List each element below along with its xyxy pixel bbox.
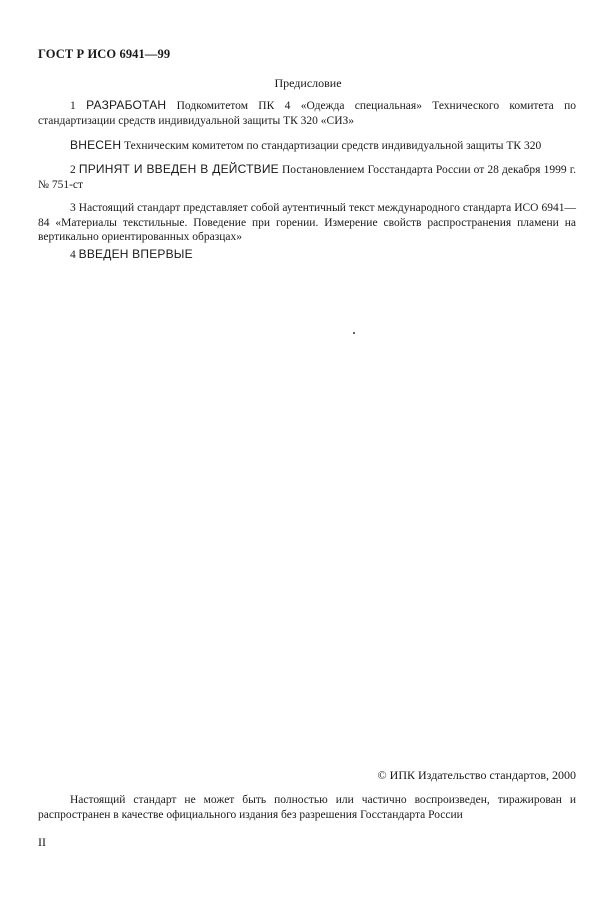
standard-code: ГОСТ Р ИСО 6941—99 xyxy=(38,47,171,61)
item-number: 1 xyxy=(70,100,87,112)
item-caps: РАЗРАБОТАН xyxy=(86,98,167,112)
foreword-item-1 xyxy=(38,98,576,128)
copyright-line: © ИПК Издательство стандартов, 2000 xyxy=(377,768,576,782)
item-text: Постановлением Госстандарта России от 28 декабря 1999 г. № 751-ст xyxy=(38,164,577,191)
item-caps: ВНЕСЕН xyxy=(70,138,122,152)
foreword-item-3 xyxy=(38,200,576,245)
item-text: Настоящий стандарт представляет собой аутентичный текст международного стандарта ИСО 6941—84 «Материалы текстильные. Поведение при горении. Измерение свойств распространения пламени на вертикально ориентированных образцах» xyxy=(38,202,576,243)
item-text: Техническим комитетом по стандартизации средств индивидуальной защиты ТК 320 xyxy=(121,140,542,152)
item-number: 3 xyxy=(70,202,79,214)
foreword-item-2 xyxy=(38,162,576,192)
item-number: 2 xyxy=(70,164,79,176)
foreword-item-4 xyxy=(38,247,576,263)
page-number: II xyxy=(38,835,46,849)
section-title: Предисловие xyxy=(274,76,342,90)
item-caps: ПРИНЯТ И ВВЕДЕН В ДЕЙСТВИЕ xyxy=(78,162,279,176)
item-text: Подкомитетом ПК 4 «Одежда специальная» Технического комитета по стандартизации средств индивидуальной защиты ТК 320 «СИЗ» xyxy=(38,100,577,127)
foreword-item-introduced xyxy=(38,138,576,154)
reproduction-notice: Настоящий стандарт не может быть полностью или частично воспроизведен, тиражирован и распространен в качестве официального издания без разрешения Госстандарта России xyxy=(38,794,576,821)
scan-speck xyxy=(353,332,355,334)
item-number: 4 xyxy=(70,249,79,261)
item-caps: ВВЕДЕН ВПЕРВЫЕ xyxy=(78,247,193,261)
